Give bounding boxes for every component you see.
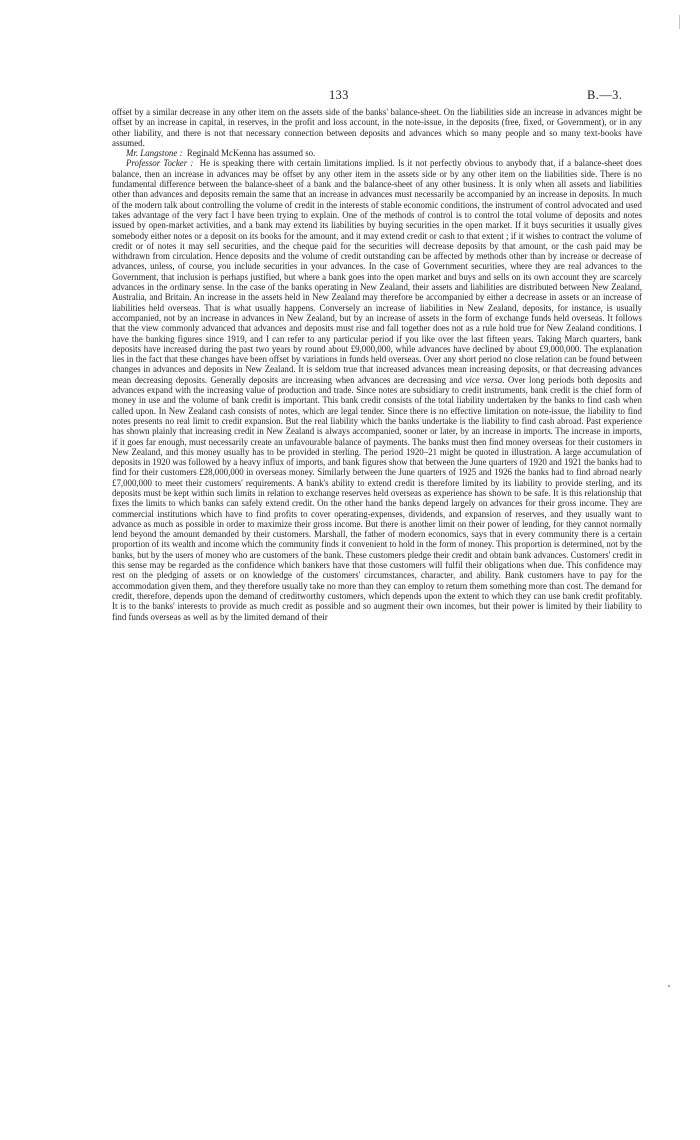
paragraph-text: . Over long periods both deposits and advances expand with the increasing value of production and trade. Since notes are subsidiary to credit instruments, bank credit is the chief form of money in use and the volume of bank credit is important. This bank credit consists of the total liability undertaken by the banks to find cash when called upon. In New Zealand cash consists of notes, which are legal tender. Since there is no effective limitation on note-issue, the liability to find notes presents no real limit to credit expansion. But the real liability which the banks undertake is the liability to find cash abroad. Past experience has shown plainly that increasing credit in New Zealand is always accompanied, sooner or later, by an increase in imports. The increase in imports, if it goes far enough, must necessarily create an unfavourable balance of payments. The banks must then find money overseas for their customers in New Zealand, and this money usually has to be provided in sterling. The period 1920–21 might be quoted in illustration. A large accumulation of deposits in 1920 was followed by a heavy influx of imports, and bank figures show that between the June quarters of 1920 and 1921 the banks had to find for their customers £28,000,000 in overseas money. Similarly between the June quarters of 1925 and 1926 the banks had to find abroad nearly £7,000,000 to meet their customers' requirements. A bank's ability to extend credit is therefore limited by its liability to provide sterling, and its deposits must be kept within such limits in relation to exchange reserves held overseas as experience has shown to be safe. It is this relationship that fixes the limits to which banks can safely extend credit. On the other hand the banks depend largely on advances for their gross income. They are commercial institutions which have to find profits to cover operating-expenses, dividends, and expansion of reserves, and they usually want to advance as much as possible in order to maximize their gross income. But there is another limit on their power of lending, for they cannot normally lend beyond the amount demanded by their customers. Marshall, the father of modern economics, says that in every community there is a certain proportion of its wealth and income which the community finds it convenient to hold in the form of money. This proportion is determined, not by the banks, but by the users of money who are customers of the bank. These customers pledge their credit and obtain bank advances. Customers' credit in this sense may be regarded as the confidence which bankers have that those customers will fulfil their obligations when due. This confidence may rest on the pledging of assets or on knowledge of the customers' circumstances, character, and ability. Bank customers have to pay for the accommodation given them, and they therefore usually take no more than they can employ to return them something more than cost. The demand for credit, therefore, depends upon the demand of creditworthy customers, which depends upon the extent to which they can use bank credit profitably. It is to the banks' interests to provide as much credit as possible and so augment their own incomes, but their power is limited by their liability to find funds overseas as well as by the limited demand of their <box>112 374 642 622</box>
paragraph-langstone <box>112 148 642 158</box>
paragraph-tocker <box>112 158 642 621</box>
italic-phrase: vice versa <box>465 374 503 385</box>
scan-edge-mark <box>679 15 680 29</box>
paragraph-text: He is speaking there with certain limitations implied. Is it not perfectly obvious to anybody that, if a balance-sheet does balance, then an increase in advances may be offset by any other item in the assets side or by any other item on the liabilities side. There is no fundamental difference between the balance-sheet of a bank and the balance-sheet of any other business. It is only when all assets and liabilities other than advances and deposits remain the same that an increase in advances must necessarily be accompanied by an increase in deposits. In much of the modern talk about controlling the volume of credit in the interests of stable economic conditions, the instrument of control advocated and used takes advantage of the very fact I have been trying to explain. One of the methods of control is to control the total volume of deposits and notes issued by open-market activities, and a bank may extend its liabilities by buying securities in the open market. If it buys securities it usually gives somebody either notes or a deposit on its books for the amount, and it may extend credit or cash to that extent ; if it wishes to contract the volume of credit or of notes it may sell securities, and the cheque paid for the securities will decrease deposits by that amount, or the cash paid may be withdrawn from circulation. Hence deposits and the volume of credit outstanding can be affected by methods other than by increase or decrease of advances, unless, of course, you include securities in your advances. In the case of Government securities, where they are real advances to the Government, that inclusion is perhaps justified, but where a bank goes into the open market and buys and sells on its own account they are scarcely advances in the ordinary sense. In the case of the banks operating in New Zealand, their assets and liabilities are distributed between New Zealand, Australia, and Britain. An increase in the assets held in New Zealand may therefore be accompanied by either a decrease in assets or an increase of liabilities held overseas. That is what usually happens. Conversely an increase of liabilities in New Zealand, deposits, for instance, is usually accompanied, not by an increase in advances in New Zealand, but by an increase of assets in the form of exchange funds held overseas. It follows that the view commonly advanced that advances and deposits must rise and fall together does not as a rule hold true for New Zealand conditions. I have the banking figures since 1919, and I can refer to any particular period if you like over the last fifteen years. Taking March quarters, bank deposits have increased during the past two years by round about £9,000,000, while advances have declined by about £9,000,000. The explanation lies in the fact that these changes have been offset by variations in funds held overseas. Over any short period no close relation can be found between changes in advances and deposits in New Zealand. It is seldom true that increased advances mean increasing deposits, or that decreasing advances mean decreasing deposits. Generally deposits are increasing when advances are decreasing and <box>112 158 642 385</box>
paragraph-text: offset by a similar decrease in any other item on the assets side of the banks' balance-sheet. On the liabilities side an increase in advances might be offset by an increase in capital, in reserves, in the profit and loss account, in the note-issue, in the deposits (free, fixed, or Government), or in any other liability, and there is not that necessary connection between deposits and advances which so many people and so many text-books have assumed. <box>112 107 642 148</box>
paragraph-text: Reginald McKenna has assumed so. <box>186 148 316 159</box>
section-code: B.—3. <box>587 88 623 102</box>
page-number: 133 <box>329 88 349 102</box>
paragraph-continuation <box>112 107 642 148</box>
speaker-name: Mr. Langstone : <box>126 148 183 159</box>
body-text <box>112 107 642 622</box>
speaker-name: Professor Tocker : <box>126 158 194 169</box>
page-header <box>0 88 700 104</box>
margin-mark <box>668 985 670 987</box>
